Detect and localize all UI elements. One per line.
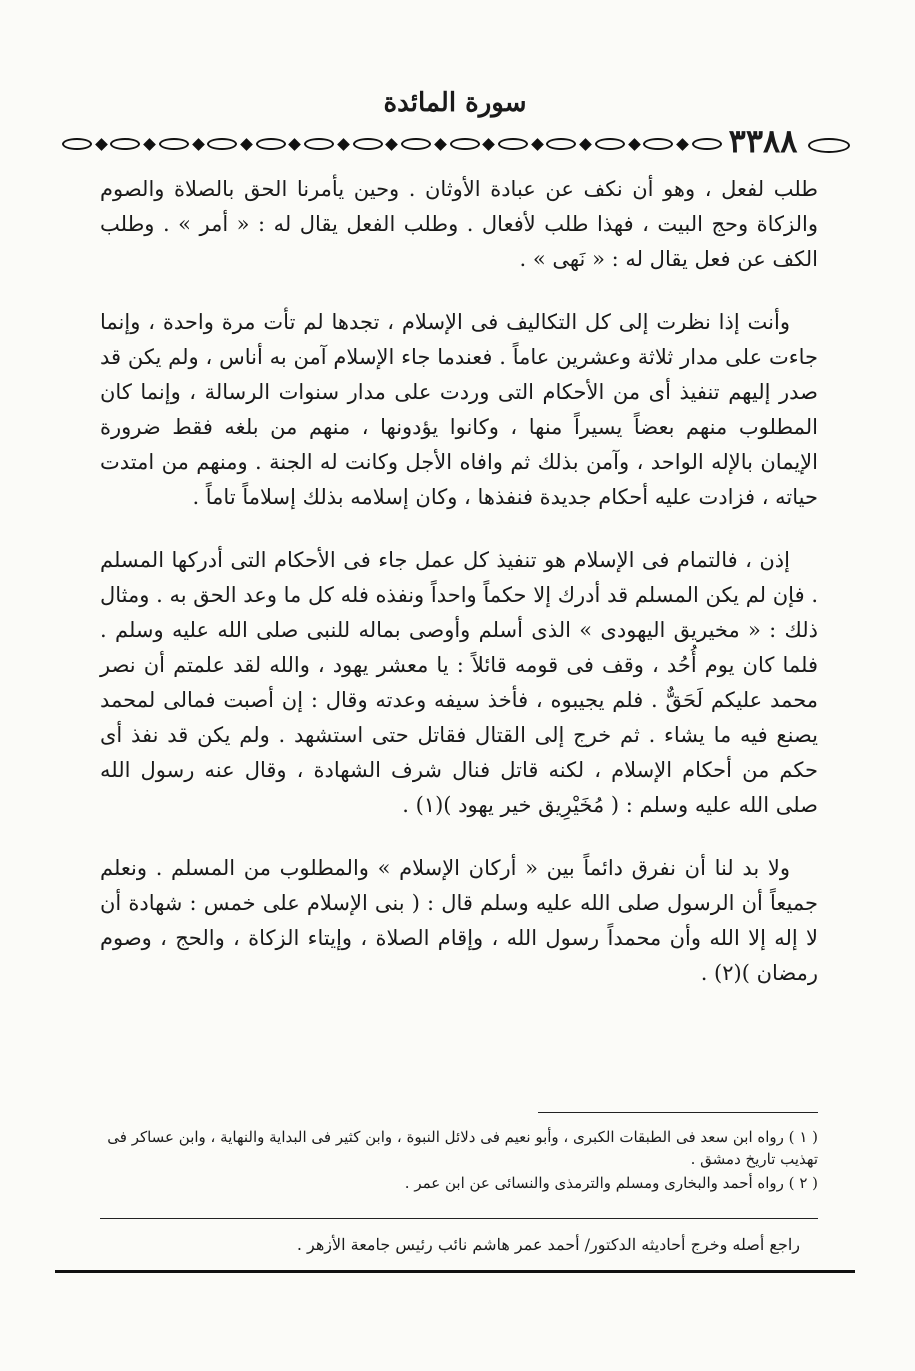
surah-title: سورة المائدة: [383, 88, 527, 118]
ornament-diamond-icon: [192, 138, 205, 151]
ornament-oval-icon: [353, 138, 383, 150]
paragraph: وأنت إذا نظرت إلى كل التكاليف فى الإسلام ، تجدها لم تأت مرة واحدة ، وإنما جاءت على مدار ثلاثة وعشرين عاماً . فعندما جاء الإسلام آمن به أناس ، ولم يكن قد صدر إليهم تنفيذ أى من الأحكام التى وردت على مدار سنوات الرسالة ، وإنما كان المطلوب منهم بعضاً يسيراً منها ، وكانوا يؤدونها ، منهم من بلغه فقط ضرورة الإيمان بالإله الواحد ، وآمن بذلك ثم وافاه الأجل وكانت له الجنة . ومنهم من امتدت حياته ، فزادت عليه أحكام جديدة فنفذها ، وكان إسلامه بذلك إسلاماً تاماً .: [100, 310, 818, 509]
ornament-oval-icon: [450, 138, 480, 150]
ornament-oval-icon: [304, 138, 334, 150]
ornamental-border: [62, 132, 722, 156]
ornament-diamond-icon: [628, 138, 641, 151]
paragraph: ولا بد لنا أن نفرق دائماً بين « أركان الإسلام » والمطلوب من المسلم . ونعلم جميعاً أن الرسول صلى الله عليه وسلم قال : ( بنى الإسلام على خمس : شهادة أن لا إله إلا الله وأن محمداً رسول الله ، وإقام الصلاة ، وإيتاء الزكاة ، والحج ، وصوم رمضان )(٢) .: [100, 856, 818, 985]
ornament-oval-icon: [401, 138, 431, 150]
paragraph: طلب لفعل ، وهو أن نكف عن عبادة الأوثان . وحين يأمرنا الحق بالصلاة والصوم والزكاة وحج البيت ، فهذا طلب لأفعال . وطلب الفعل يقال له : « أمر » . وطلب الكف عن فعل يقال له : « نَهى » .: [100, 177, 818, 271]
ornament-oval-icon: [498, 138, 528, 150]
page-number: ٣٣٨٨: [728, 122, 798, 160]
ornament-diamond-icon: [579, 138, 592, 151]
ornament-diamond-icon: [434, 138, 447, 151]
page-header: [0, 80, 915, 160]
ornament-oval-icon: [692, 138, 722, 150]
footnotes: [80, 1126, 818, 1196]
ornament-oval-icon: [595, 138, 625, 150]
ornament-diamond-icon: [676, 138, 689, 151]
ornament-diamond-icon: [95, 138, 108, 151]
ornament-oval-icon: [207, 138, 237, 150]
ornament-oval-icon: [110, 138, 140, 150]
ornament-oval-icon: [643, 138, 673, 150]
ornament-diamond-icon: [289, 138, 302, 151]
ornament-diamond-icon: [240, 138, 253, 151]
ornament-oval-icon: [808, 138, 850, 153]
ornament-diamond-icon: [385, 138, 398, 151]
paragraph: إذن ، فالتمام فى الإسلام هو تنفيذ كل عمل جاء فى الأحكام التى أدركها المسلم . فإن لم يكن المسلم قد أدرك إلا حكماً واحداً ونفذه فله كل ما وعد الحق به . ومثال ذلك : « مخيريق اليهودى » الذى أسلم وأوصى بماله للنبى صلى الله عليه وسلم . فلما كان يوم أُحُد ، وقف فى قومه قائلاً : يا معشر يهود ، والله لقد علمتم أن نصر محمد عليكم لَحَقٌّ . فلم يجيبوه ، فأخذ سيفه وعدته وقال : إن أصبت فمالى لمحمد يصنع فيه ما يشاء . ثم خرج إلى القتال فقاتل حتى استشهد . ولم يكن قد نفذ أى حكم من أحكام الإسلام ، لكنه قاتل فنال شرف الشهادة ، وقال عنه رسول الله صلى الله عليه وسلم : ( مُخَيْرِيق خير يهود )(١) .: [100, 548, 818, 817]
main-text: [100, 172, 818, 1019]
ornament-oval-icon: [256, 138, 286, 150]
ornament-diamond-icon: [531, 138, 544, 151]
footnote-divider: [538, 1112, 818, 1113]
bottom-rule: [55, 1270, 855, 1273]
ornament-oval-icon: [546, 138, 576, 150]
footnote: ( ٢ ) رواه أحمد والبخارى ومسلم والترمذى والنسائى عن ابن عمر .: [404, 1174, 818, 1192]
credit-divider: [100, 1218, 818, 1219]
footnote: ( ١ ) رواه ابن سعد فى الطبقات الكبرى ، وأبو نعيم فى دلائل النبوة ، وابن كثير فى البداية والنهاية ، وابن عساكر فى تهذيب تاريخ دمشق .: [107, 1128, 818, 1168]
ornament-diamond-icon: [337, 138, 350, 151]
ornament-diamond-icon: [143, 138, 156, 151]
ornament-oval-icon: [62, 138, 92, 150]
ornament-oval-icon: [159, 138, 189, 150]
review-credit: راجع أصله وخرج أحاديثه الدكتور/ أحمد عمر هاشم نائب رئيس جامعة الأزهر .: [296, 1235, 800, 1254]
ornament-diamond-icon: [482, 138, 495, 151]
